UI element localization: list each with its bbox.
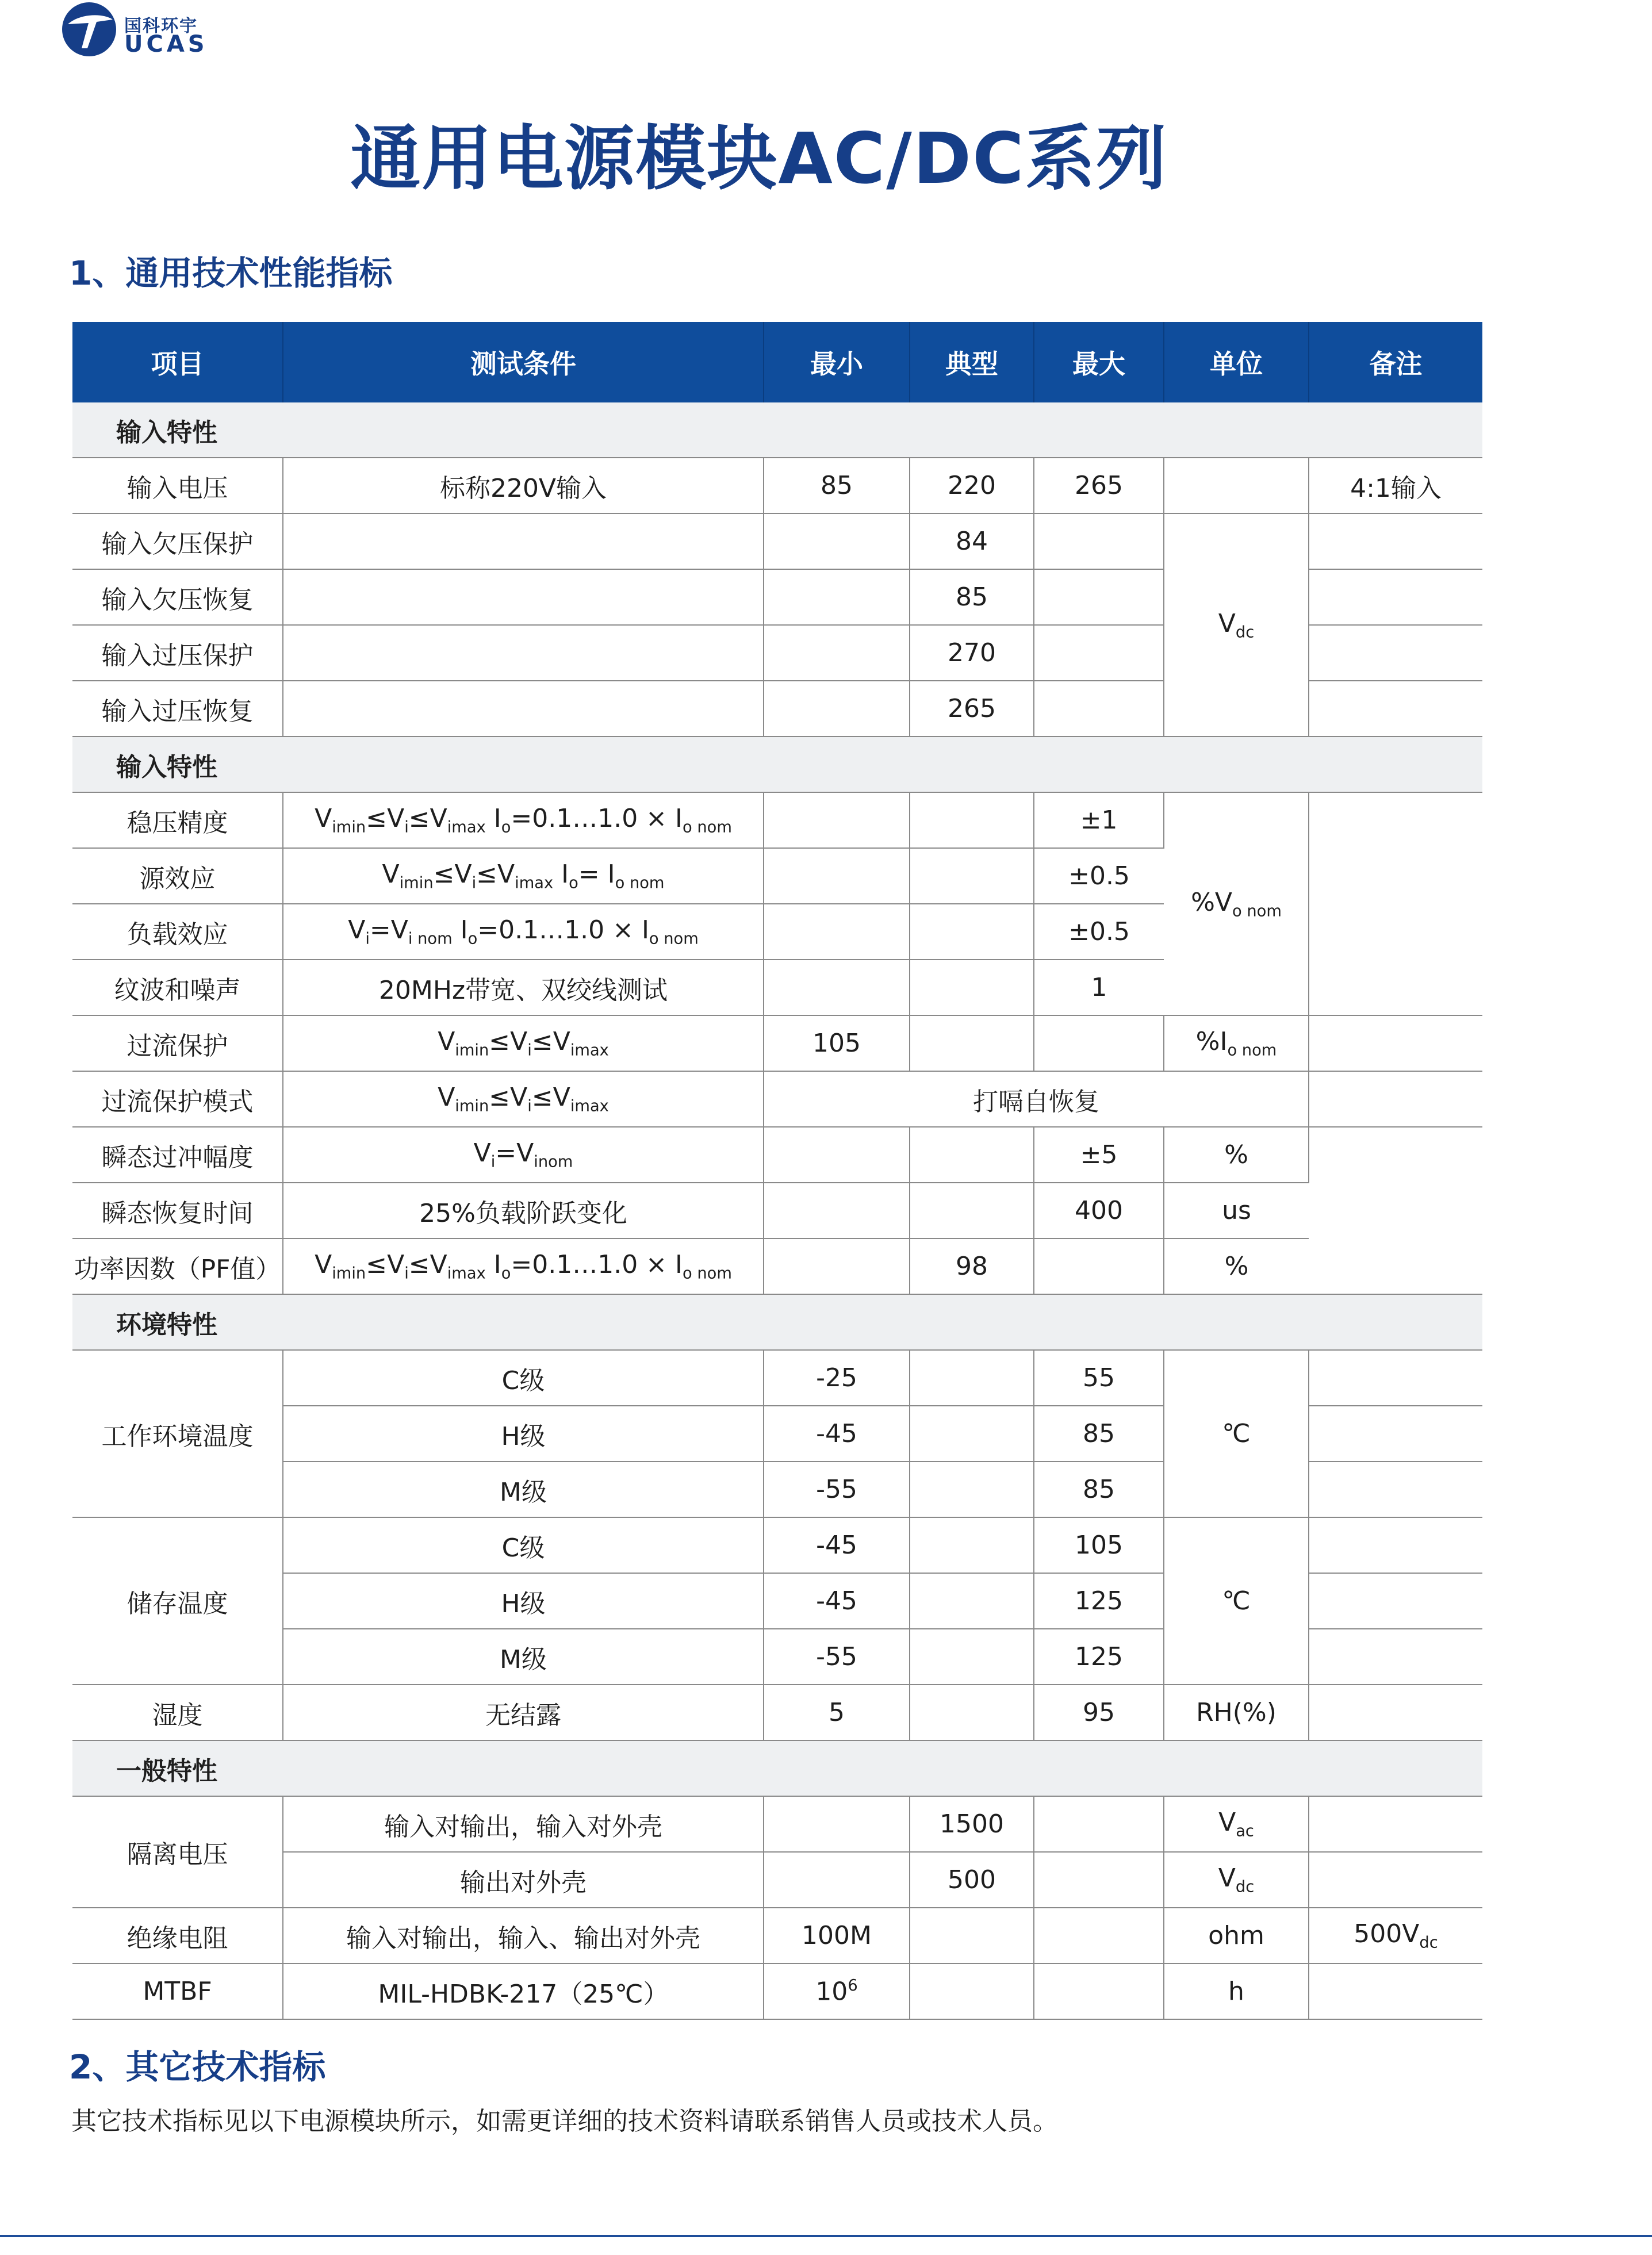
cell-typ: 270 [910, 625, 1034, 681]
cell-max [1034, 625, 1164, 681]
table-row [72, 1350, 1482, 1406]
cell-typ: 84 [910, 513, 1034, 569]
cell-item: 稳压精度 [72, 792, 283, 848]
group-row [72, 1294, 1482, 1350]
cell-note [1309, 1127, 1482, 1294]
table-row [72, 792, 1482, 848]
cell-note [1309, 1852, 1482, 1908]
cell-note [1309, 681, 1482, 737]
cell-min: -45 [764, 1573, 910, 1629]
logo-emblem-icon [62, 2, 116, 56]
table-row [72, 1238, 1482, 1294]
cell-note [1309, 1015, 1482, 1071]
cell-max [1034, 1238, 1164, 1294]
cell-typ [910, 1908, 1034, 1963]
cell-unit: % [1164, 1238, 1309, 1294]
table-header-row [72, 322, 1482, 402]
group-row [72, 1740, 1482, 1796]
cell-typ: 265 [910, 681, 1034, 737]
cell-condition: $V_{imin}\le V_i\le V_{imax}$ [283, 1071, 764, 1127]
cell-condition: 标称220V输入 [283, 458, 764, 513]
cell-condition: $V_i=V_{i nom}$ $I_o=0.1\dots 1.0 \times I_{o nom}$ [283, 904, 764, 960]
cell-min [764, 960, 910, 1015]
cell-min [764, 904, 910, 960]
cell-condition: MIL-HDBK-217（25℃） [283, 1963, 764, 2019]
cell-max: 125 [1034, 1573, 1164, 1629]
table-row [72, 1071, 1482, 1127]
cell-min: $10^6$ [764, 1963, 910, 2019]
section-2-paragraph: 其它技术指标见以下电源模块所示，如需更详细的技术资料请联系销售人员或技术人员。 [71, 2107, 1058, 2136]
cell-item: 过流保护模式 [72, 1071, 283, 1127]
cell-typ [910, 904, 1034, 960]
cell-typ [910, 1462, 1034, 1517]
cell-item: 输入过压恢复 [72, 681, 283, 737]
cell-item: 储存温度 [72, 1517, 283, 1685]
cell-max [1034, 1908, 1164, 1963]
cell-note [1309, 1685, 1482, 1740]
cell-note [1309, 1796, 1482, 1852]
company-logo [62, 2, 235, 60]
table-row [72, 1852, 1482, 1908]
unit-base: V [1218, 608, 1236, 638]
cell-typ: 1500 [910, 1796, 1034, 1852]
cell-typ: 220 [910, 458, 1034, 513]
cell-item: 过流保护 [72, 1015, 283, 1071]
cell-typ: 85 [910, 569, 1034, 625]
table-row [72, 1183, 1482, 1238]
cell-min [764, 1238, 910, 1294]
cell-condition: $V_{imin}\le V_i\le V_{imax}$ $I_o= I_{o nom}$ [283, 848, 764, 904]
table-row [72, 1127, 1482, 1183]
cell-unit [1164, 792, 1309, 1015]
cell-min: -55 [764, 1462, 910, 1517]
cell-max: 400 [1034, 1183, 1164, 1238]
cell-max: 105 [1034, 1517, 1164, 1573]
cell-max: 55 [1034, 1350, 1164, 1406]
cell-note [1309, 513, 1482, 569]
cell-max [1034, 681, 1164, 737]
table-row [72, 1796, 1482, 1852]
group-row [72, 402, 1482, 458]
group-row [72, 737, 1482, 792]
cell-min: -55 [764, 1629, 910, 1685]
group-label: 输入特性 [72, 737, 1482, 792]
header-typ: 典型 [910, 322, 1034, 402]
header-min: 最小 [764, 322, 910, 402]
cell-max: ±0.5 [1034, 848, 1164, 904]
cell-item: 负载效应 [72, 904, 283, 960]
cell-unit [1164, 458, 1309, 513]
cell-min [764, 1796, 910, 1852]
cell-unit: h [1164, 1963, 1309, 2019]
cell-typ [910, 1406, 1034, 1462]
cell-item: MTBF [72, 1963, 283, 2019]
cell-condition: C级 [283, 1517, 764, 1573]
cell-condition: H级 [283, 1573, 764, 1629]
cell-min [764, 792, 910, 848]
cell-note [1309, 792, 1482, 1015]
header-max: 最大 [1034, 322, 1164, 402]
section-heading-2: 2、其它技术指标 [69, 2047, 326, 2087]
cell-max [1034, 1963, 1164, 2019]
section-heading-1: 1、通用技术性能指标 [69, 254, 393, 293]
header-condition: 测试条件 [283, 322, 764, 402]
cell-note [1309, 1406, 1482, 1462]
footer-divider [0, 2235, 1652, 2237]
cell-min [764, 1183, 910, 1238]
cell-condition: H级 [283, 1406, 764, 1462]
cell-unit: $V_{dc}$ [1164, 1852, 1309, 1908]
cell-typ [910, 1183, 1034, 1238]
cell-max: 95 [1034, 1685, 1164, 1740]
page-title: 通用电源模块AC/DC系列 [350, 118, 1168, 200]
cell-condition: C级 [283, 1350, 764, 1406]
cell-item: 工作环境温度 [72, 1350, 283, 1517]
table-row [72, 458, 1482, 513]
cell-note [1309, 1517, 1482, 1573]
cell-item: 输入欠压恢复 [72, 569, 283, 625]
cell-item: 源效应 [72, 848, 283, 904]
cell-unit [1164, 513, 1309, 737]
cell-note [1309, 569, 1482, 625]
cell-typ [910, 1127, 1034, 1183]
cell-note [1309, 1963, 1482, 2019]
cell-min: -45 [764, 1406, 910, 1462]
cell-item: 瞬态过冲幅度 [72, 1127, 283, 1183]
cell-typ [910, 1350, 1034, 1406]
cell-item: 输入过压保护 [72, 625, 283, 681]
table-row [72, 1685, 1482, 1740]
cell-note [1309, 1462, 1482, 1517]
cell-min [764, 681, 910, 737]
header-note: 备注 [1309, 322, 1482, 402]
cell-max: ±5 [1034, 1127, 1164, 1183]
table-row [72, 1908, 1482, 1963]
cell-item: 输入电压 [72, 458, 283, 513]
cell-unit: $\%I_{o nom}$ [1164, 1015, 1309, 1071]
cell-min [764, 1852, 910, 1908]
table-row [72, 1015, 1482, 1071]
cell-min: 100M [764, 1908, 910, 1963]
cell-condition [283, 569, 764, 625]
cell-max: ±0.5 [1034, 904, 1164, 960]
logo-chinese-text: 国科环宇 [124, 16, 198, 36]
cell-condition [283, 625, 764, 681]
cell-max [1034, 513, 1164, 569]
header-item: 项目 [72, 322, 283, 402]
cell-min: -45 [764, 1517, 910, 1573]
cell-item: 纹波和噪声 [72, 960, 283, 1015]
cell-min: 105 [764, 1015, 910, 1071]
cell-typ [910, 792, 1034, 848]
cell-condition: 输入对输出，输入对外壳 [283, 1796, 764, 1852]
cell-unit: % [1164, 1127, 1309, 1183]
cell-note [1309, 1350, 1482, 1406]
cell-typ [910, 1015, 1034, 1071]
cell-min: 5 [764, 1685, 910, 1740]
cell-min [764, 513, 910, 569]
cell-min: -25 [764, 1350, 910, 1406]
cell-unit: us [1164, 1183, 1309, 1238]
cell-unit: RH(%) [1164, 1685, 1309, 1740]
cell-max: 85 [1034, 1462, 1164, 1517]
logo-english-text: UCAS [124, 31, 208, 57]
cell-unit: ℃ [1164, 1350, 1309, 1517]
cell-typ: 500 [910, 1852, 1034, 1908]
cell-unit: ℃ [1164, 1517, 1309, 1685]
cell-condition: $V_i=V_{inom}$ [283, 1127, 764, 1183]
cell-note [1309, 625, 1482, 681]
cell-item: 隔离电压 [72, 1796, 283, 1908]
cell-note: $500V_{dc}$ [1309, 1908, 1482, 1963]
cell-min: 85 [764, 458, 910, 513]
cell-typ [910, 1629, 1034, 1685]
cell-condition [283, 681, 764, 737]
cell-item: 功率因数（PF值） [72, 1238, 283, 1294]
cell-condition: 输出对外壳 [283, 1852, 764, 1908]
spec-table [72, 322, 1482, 2020]
group-label: 输入特性 [72, 402, 1482, 458]
unit-sub: o nom [1232, 902, 1282, 921]
cell-typ [910, 1517, 1034, 1573]
cell-max: 85 [1034, 1406, 1164, 1462]
cell-max [1034, 1015, 1164, 1071]
cell-max: 1 [1034, 960, 1164, 1015]
cell-max: 265 [1034, 458, 1164, 513]
table-row [72, 1517, 1482, 1573]
cell-item: 瞬态恢复时间 [72, 1183, 283, 1238]
cell-max [1034, 1796, 1164, 1852]
cell-condition: 25%负载阶跃变化 [283, 1183, 764, 1238]
cell-typ [910, 1573, 1034, 1629]
cell-value: 打嗝自恢复 [764, 1071, 1309, 1127]
cell-min [764, 1127, 910, 1183]
cell-typ: 98 [910, 1238, 1034, 1294]
group-label: 一般特性 [72, 1740, 1482, 1796]
cell-typ [910, 960, 1034, 1015]
cell-condition: 输入对输出，输入、输出对外壳 [283, 1908, 764, 1963]
group-label: 环境特性 [72, 1294, 1482, 1350]
cell-condition [283, 513, 764, 569]
cell-min [764, 848, 910, 904]
cell-max: ±1 [1034, 792, 1164, 848]
unit-base: %V [1191, 887, 1233, 917]
table-row [72, 1963, 1482, 2019]
cell-note: 4:1输入 [1309, 458, 1482, 513]
cell-max: 125 [1034, 1629, 1164, 1685]
cell-typ [910, 1963, 1034, 2019]
cell-note [1309, 1573, 1482, 1629]
cell-condition: M级 [283, 1462, 764, 1517]
cell-condition: $V_{imin}\le V_i\le V_{imax}$ [283, 1015, 764, 1071]
cell-note [1309, 1071, 1482, 1127]
cell-unit: $V_{ac}$ [1164, 1796, 1309, 1852]
cell-max [1034, 569, 1164, 625]
unit-sub: dc [1235, 623, 1255, 642]
cell-unit: ohm [1164, 1908, 1309, 1963]
cell-item: 湿度 [72, 1685, 283, 1740]
cell-min [764, 569, 910, 625]
cell-condition: M级 [283, 1629, 764, 1685]
cell-typ [910, 1685, 1034, 1740]
cell-item: 绝缘电阻 [72, 1908, 283, 1963]
cell-min [764, 625, 910, 681]
cell-condition: $V_{imin}\le V_i\le V_{imax}$ $I_o=0.1\dots 1.0 \times I_{o nom}$ [283, 792, 764, 848]
cell-item: 输入欠压保护 [72, 513, 283, 569]
header-unit: 单位 [1164, 322, 1309, 402]
cell-condition: $V_{imin}\le V_i\le V_{imax}$ $I_o=0.1\dots 1.0 \times I_{o nom}$ [283, 1238, 764, 1294]
cell-note [1309, 1629, 1482, 1685]
cell-max [1034, 1852, 1164, 1908]
table-row [72, 513, 1482, 569]
cell-typ [910, 848, 1034, 904]
cell-condition: 20MHz带宽、双绞线测试 [283, 960, 764, 1015]
cell-condition: 无结露 [283, 1685, 764, 1740]
